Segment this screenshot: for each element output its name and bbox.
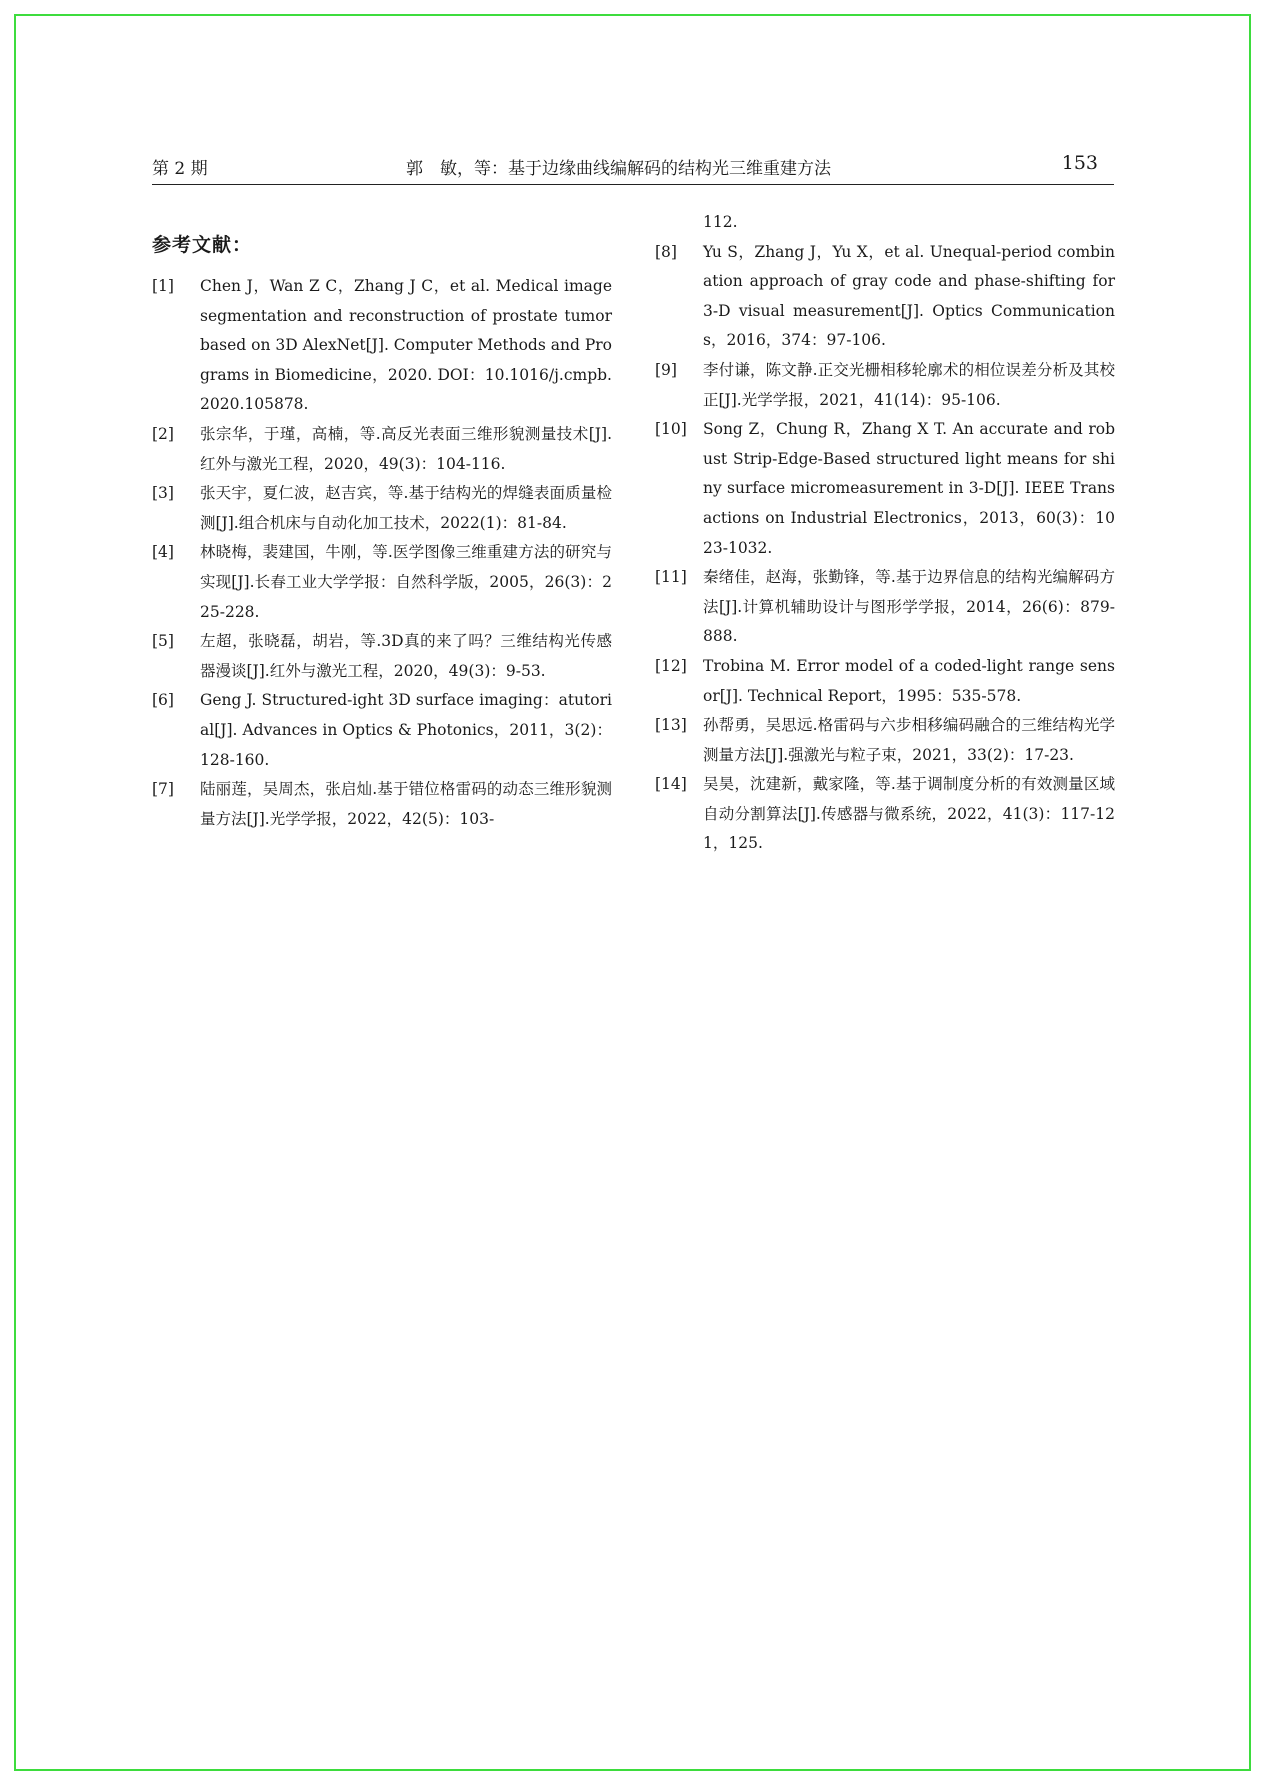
reference-number: [11] [655,568,687,587]
reference-item [655,770,1115,859]
running-title: 郭 敏，等：基于边缘曲线编解码的结构光三维重建方法 [406,159,831,179]
running-header [152,154,1114,185]
reference-number: [1] [152,277,174,295]
reference-item [152,686,612,775]
reference-text: 左超，张晓磊，胡岩，等.3D真的来了吗？三维结构光传感器漫谈[J].红外与激光工程，2020，49(3)：9-53. [200,632,612,680]
reference-item [152,272,612,420]
reference-number: [12] [655,656,687,675]
reference-item [152,479,612,538]
references-right-column [655,208,1115,859]
references-left-column [152,272,612,834]
reference-text: 张宗华，于瑾，高楠，等.高反光表面三维形貌测量技术[J].红外与激光工程，2020，49(3)：104-116. [200,424,612,473]
reference-text: Trobina M. Error model of a coded-light range sensor[J]. Technical Report，1995：535-578. [703,656,1115,705]
reference-text: Song Z，Chung R，Zhang X T. An accurate and robust Strip-Edge-Based structured light means for shiny surface micromeasurement in 3-D[J]. IEEE Transactions on Industrial Electronics，2013，60(3)：1023-1032. [703,420,1115,557]
reference-item [152,775,612,834]
reference-item [655,238,1115,356]
reference-number: [10] [655,420,687,439]
reference-text: 孙帮勇，吴思远.格雷码与六步相移编码融合的三维结构光学测量方法[J].强激光与粒子束，2021，33(2)：17-23. [703,716,1115,764]
reference-number: [8] [655,242,677,261]
reference-number: [3] [152,484,174,503]
reference-item [152,420,612,479]
reference-item [655,711,1115,770]
reference-item [655,415,1115,563]
reference-text: 吴昊，沈建新，戴家隆，等.基于调制度分析的有效测量区域自动分割算法[J].传感器与微系统，2022，41(3)：117-121，125. [703,775,1115,853]
reference-text: 秦绪佳，赵海，张勤锋，等.基于边界信息的结构光编解码方法[J].计算机辅助设计与图形学学报，2014，26(6)：879-888. [703,568,1115,646]
issue-label: 第 2 期 [152,159,208,179]
reference-item [655,563,1115,652]
reference-number: [4] [152,543,174,562]
reference-item [152,627,612,686]
reference-text: 林晓梅，裴建国，牛刚，等.医学图像三维重建方法的研究与实现[J].长春工业大学学报：自然科学版，2005，26(3)：225-228. [200,543,612,621]
page-number: 153 [1061,152,1098,174]
reference-item [655,652,1115,711]
reference-text: Chen J，Wan Z C，Zhang J C，et al. Medical image segmentation and reconstruction of prostate tumor based on 3D AlexNet[J]. Computer Methods and Programs in Biomedicine，2020. DOI：10.1016/j.cmpb.2020.105878. [200,277,612,414]
references-heading: 参考文献： [152,234,253,256]
reference-number: [7] [152,780,174,799]
reference-number: [2] [152,424,174,443]
reference-number: [14] [655,775,687,794]
reference-number: [13] [655,716,687,735]
reference-text: 李付谦，陈文静.正交光栅相移轮廓术的相位误差分析及其校正[J].光学学报，2021，41(14)：95-106. [703,360,1115,409]
reference-number: [5] [152,632,174,651]
reference-number: [6] [152,691,174,710]
reference-item [655,356,1115,415]
reference-text: 张天宇，夏仁波，赵吉宾，等.基于结构光的焊缝表面质量检测[J].组合机床与自动化加工技术，2022(1)：81-84. [200,484,612,532]
reference-item [152,538,612,627]
reference-text: Yu S，Zhang J，Yu X，et al. Unequal-period combination approach of gray code and phase-shifting for 3-D visual measurement[J]. Optics Communications，2016，374：97-106. [703,242,1115,350]
reference-text: Geng J. Structured-ight 3D surface imaging：atutorial[J]. Advances in Optics & Photonics，2011，3(2)：128-160. [200,691,612,769]
reference-continuation: 112. [703,213,738,231]
reference-number: [9] [655,360,677,379]
reference-text: 陆丽莲，吴周杰，张启灿.基于错位格雷码的动态三维形貌测量方法[J].光学学报，2022，42(5)：103- [200,780,612,828]
